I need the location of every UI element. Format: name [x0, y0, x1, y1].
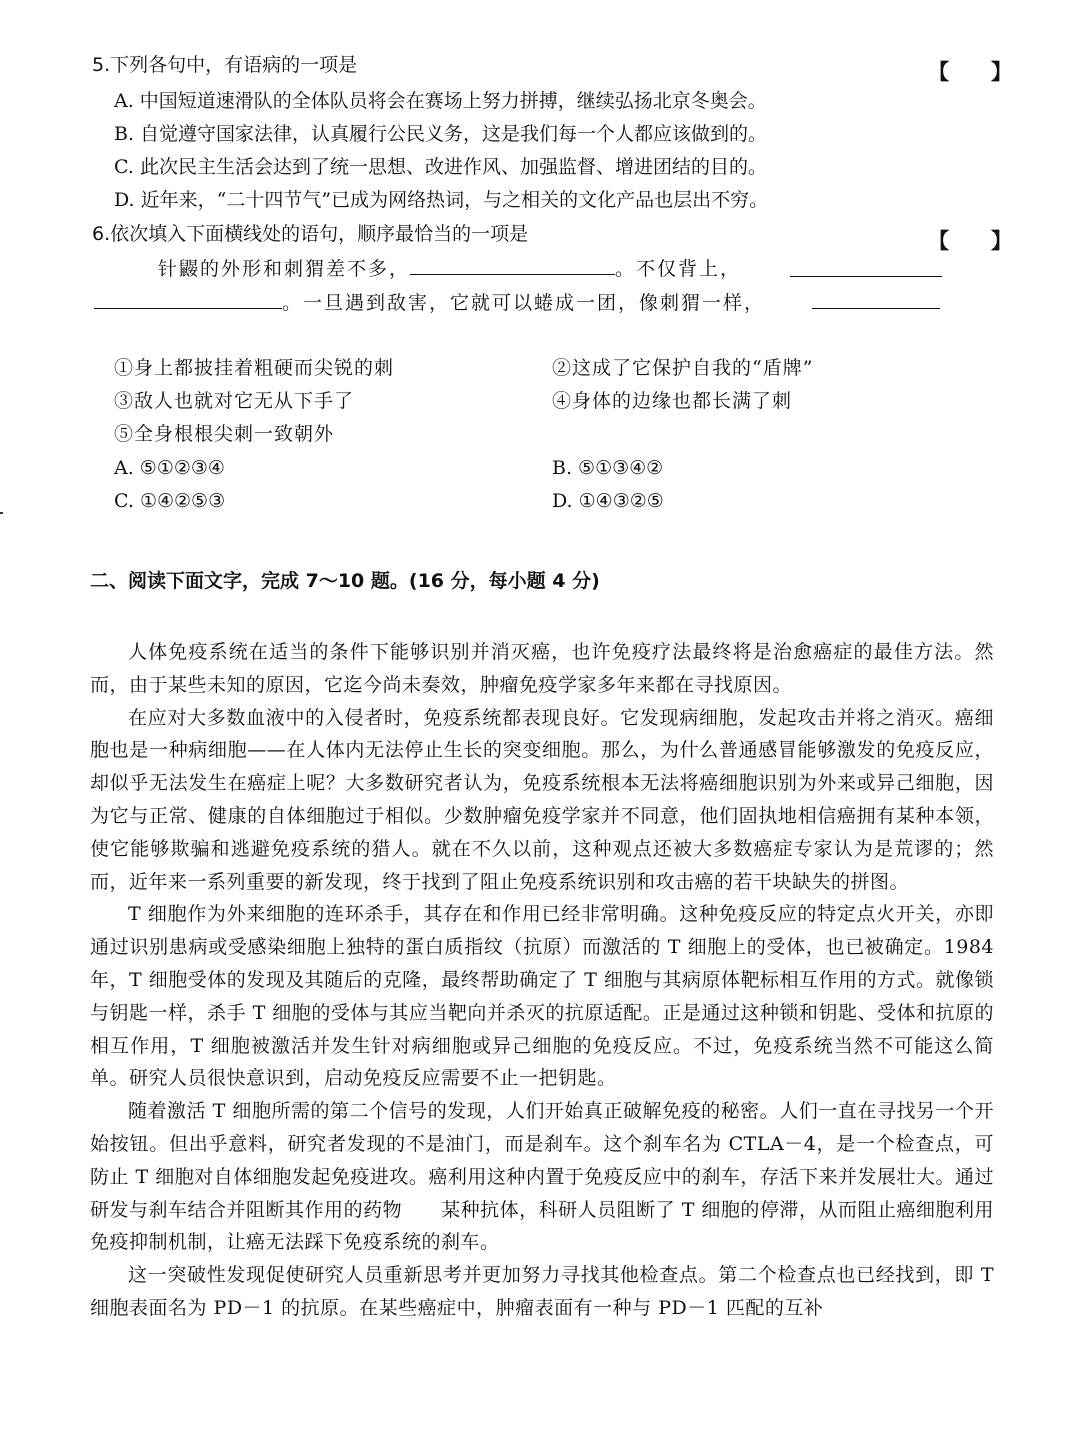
q6-passage-line1: [158, 256, 741, 282]
q6-item-4: ④身体的边缘也都长满了刺: [552, 390, 793, 412]
q5-stem: 5.下列各句中，有语病的一项是: [92, 54, 358, 76]
fill-blank-2: [790, 258, 942, 277]
q6-item-1: ①身上都披挂着粗硬而尖锐的刺: [114, 357, 395, 379]
passage-paragraph-4: 随着激活 T 细胞所需的第二个信号的发现，人们开始真正破解免疫的秘密。人们一直在寻找另一个开始按钮。但出乎意料，研究者发现的不是油门，而是刹车。这个刹车名为 CTLA－4，是一个检查点，可防止 T 细胞对自体细胞发起免疫进攻。癌利用这种内置于免疫反应中的刹车，存活下来并发展壮大。通过研发与刹车结合并阻断其作用的药物 某种抗体，科研人员阻断了 T 细胞的停滞，从而阻止癌细胞利用免疫抑制机制，让癌无法踩下免疫系统的刹车。: [90, 1100, 994, 1254]
q5-option-b: B. 自觉遵守国家法律，认真履行公民义务，这是我们每一个人都应该做到的。: [114, 123, 768, 145]
q6-answer-bracket: 【 】: [928, 229, 1012, 253]
q6-choice-d: D. ①④③②⑤: [552, 490, 664, 512]
q6-passage-part-a: 针鼹的外形和刺猬差不多，: [158, 258, 411, 280]
q6-item-2: ②这成了它保护自我的“盾牌”: [552, 357, 814, 379]
q6-choice-c: C. ①④②⑤③: [114, 490, 226, 512]
q5-option-d: D. 近年来，“二十四节气”已成为网络热词，与之相关的文化产品也层出不穷。: [114, 189, 769, 211]
passage-paragraph-2: 在应对大多数血液中的入侵者时，免疫系统都表现良好。它发现病细胞，发起攻击并将之消灭。癌细胞也是一种病细胞——在人体内无法停止生长的突变细胞。那么，为什么普通感冒能够激发的免疫反应，却似乎无法发生在癌症上呢？大多数研究者认为，免疫系统根本无法将癌细胞识别为外来或异己细胞，因为它与正常、健康的自体细胞过于相似。少数肿瘤免疫学家并不同意，他们固执地相信癌拥有某种本领，使它能够欺骗和逃避免疫系统的猎人。就在不久以前，这种观点还被大多数癌症专家认为是荒谬的；然而，近年来一系列重要的新发现，终于找到了阻止免疫系统识别和攻击癌的若干块缺失的拼图。: [90, 706, 994, 893]
fill-blank-4: [812, 290, 940, 309]
q5-option-c: C. 此次民主生活会达到了统一思想、改进作风、加强监督、增进团结的目的。: [114, 156, 767, 178]
reading-passage: [90, 636, 994, 1325]
passage-paragraph-5: 这一突破性发现促使研究人员重新思考并更加努力寻找其他检查点。第二个检查点也已经找到，即 T 细胞表面名为 PD－1 的抗原。在某些癌症中，肿瘤表面有一种与 PD－1 匹配的互补: [90, 1264, 994, 1319]
q6-item-5: ⑤全身根根尖刺一致朝外: [114, 423, 335, 445]
passage-paragraph-3: T 细胞作为外来细胞的连环杀手，其存在和作用已经非常明确。这种免疫反应的特定点火开关，亦即通过识别患病或受感染细胞上独特的蛋白质指纹（抗原）而激活的 T 细胞上的受体，也已被确定。1984 年，T 细胞受体的发现及其随后的克隆，最终帮助确定了 T 细胞与其病原体靶标相互作用的方式。就像锁与钥匙一样，杀手 T 细胞的受体与其应当靶向并杀灭的抗原适配。正是通过这种锁和钥匙、受体和抗原的相互作用，T 细胞被激活并发生针对病细胞或异己细胞的免疫反应。不过，免疫系统当然不可能这么简单。研究人员很快意识到，启动免疫反应需要不止一把钥匙。: [90, 903, 994, 1090]
fill-blank-1: [410, 256, 615, 275]
q5-answer-bracket: 【 】: [928, 60, 1012, 84]
scan-speck: [0, 512, 3, 514]
passage-paragraph-1: 人体免疫系统在适当的条件下能够识别并消灭癌，也许免疫疗法最终将是治愈癌症的最佳方法。然而，由于某些未知的原因，它迄今尚未奏效，肿瘤免疫学家多年来都在寻找原因。: [90, 641, 994, 696]
q6-item-3: ③敌人也就对它无从下手了: [114, 390, 355, 412]
q6-stem: 6.依次填入下面横线处的语句，顺序最恰当的一项是: [92, 223, 529, 245]
q5-option-a: A. 中国短道速滑队的全体队员将会在赛场上努力拼搏，继续弘扬北京冬奥会。: [114, 90, 767, 112]
section-2-heading: 二、阅读下面文字，完成 7～10 题。(16 分，每小题 4 分): [90, 570, 600, 592]
q6-passage-part-c: 。一旦遇到敌害，它就可以蜷成一团，像刺猬一样，: [282, 292, 766, 314]
q6-choice-b: B. ⑤①③④②: [552, 457, 664, 479]
q6-choice-a: A. ⑤①②③④: [114, 457, 225, 479]
fill-blank-3: [94, 290, 282, 309]
q6-passage-part-b: 。不仅背上，: [615, 258, 742, 280]
q6-passage-line2: [94, 290, 765, 316]
